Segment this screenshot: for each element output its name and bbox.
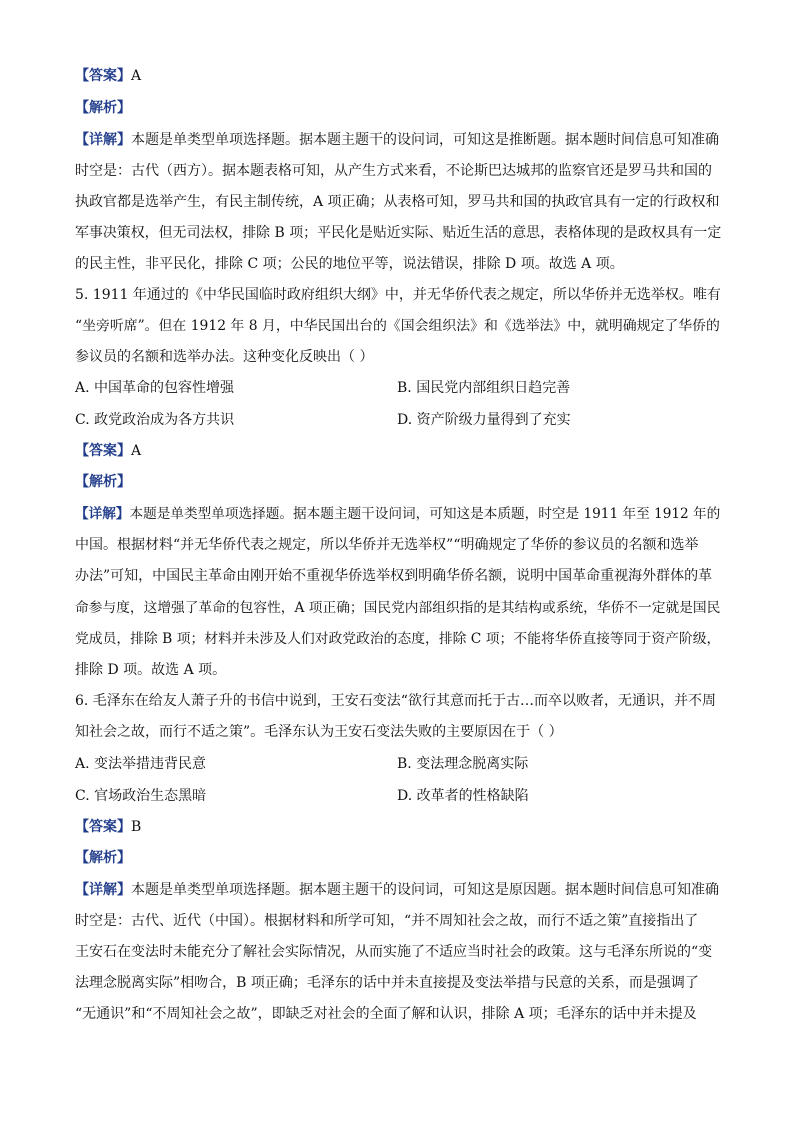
q5-answer-line bbox=[75, 441, 141, 463]
q5-detail-line: 中国。根据材料“并无华侨代表之规定，所以华侨并无选举权”“明确规定了华侨的参议员的名额和选举 bbox=[75, 537, 699, 553]
q5-detail-line: 办法”可知，中国民主革命由刚开始不重视华侨选举权到明确华侨名额，说明中国革命重视海外群体的革 bbox=[75, 568, 713, 584]
q5-detail-line: 排除 D 项。故选 A 项。 bbox=[75, 662, 227, 678]
q6-analysis-tag: 【解析】 bbox=[75, 850, 131, 866]
q6-stem-line: 知社会之故，而行不适之策”。毛泽东认为王安石变法失败的主要原因在于（ ） bbox=[75, 724, 563, 740]
q6-option-d: D. 改革者的性格缺陷 bbox=[397, 788, 529, 804]
q6-detail-line: 王安石在变法时未能充分了解社会实际情况，从而实施了不适应当时社会的政策。这与毛泽东所说的“变 bbox=[75, 944, 713, 960]
answer-value: A bbox=[131, 68, 142, 84]
q6-option-c: C. 官场政治生态黑暗 bbox=[75, 788, 207, 804]
q5-detail-line: 【详解】本题是单类型单项选择题。据本题主题干设问词，可知这是本质题，时空是 1911 年至 1912 年的 bbox=[75, 506, 721, 522]
answer-tag: 【答案】 bbox=[75, 819, 131, 835]
q5-stem-line: 参议员的名额和选举办法。这种变化反映出（ ） bbox=[75, 349, 374, 365]
q4-detail-line: 【详解】本题是单类型单项选择题。据本题主题干的设问词，可知这是推断题。据本题时间信息可知准确 bbox=[75, 132, 719, 148]
q6-detail-line: “无通识”和“不周知社会之故”，即缺乏对社会的全面了解和认识，排除 A 项；毛泽东的话中并未提及 bbox=[75, 1006, 697, 1022]
q5-option-c: C. 政党政治成为各方共识 bbox=[75, 412, 235, 428]
q5-analysis-tag: 【解析】 bbox=[75, 474, 131, 490]
q6-detail-line: 【详解】本题是单类型单项选择题。据本题主题干的设问词，可知这是原因题。据本题时间信息可知准确 bbox=[75, 882, 719, 898]
q4-detail-line: 时空是：古代（西方）。据本题表格可知，从产生方式来看，不论斯巴达城邦的监察官还是罗马共和国的 bbox=[75, 163, 712, 179]
detail-tag: 【详解】 bbox=[75, 506, 130, 522]
q6-option-b: B. 变法理念脱离实际 bbox=[397, 756, 529, 772]
detail-tag: 【详解】 bbox=[75, 882, 131, 898]
answer-value: A bbox=[131, 443, 142, 459]
q4-answer-line bbox=[75, 66, 141, 88]
q5-detail-line: 命参与度，这增强了革命的包容性，A 项正确；国民党内部组织指的是其结构或系统，华侨不一定就是国民 bbox=[75, 600, 721, 616]
answer-value: B bbox=[131, 819, 142, 835]
q5-option-d: D. 资产阶级力量得到了充实 bbox=[397, 412, 571, 428]
q6-detail-line: 法理念脱离实际”相吻合，B 项正确；毛泽东的话中并未直接提及变法举措与民意的关系，而是强调了 bbox=[75, 975, 699, 991]
q5-option-b: B. 国民党内部组织日趋完善 bbox=[397, 380, 571, 396]
answer-tag: 【答案】 bbox=[75, 68, 131, 84]
q6-stem-line: 6. 毛泽东在给友人萧子升的书信中说到，王安石变法“欲行其意而托于古…而卒以败者，无通识，并不周 bbox=[75, 693, 716, 709]
q4-detail-line: 军事决策权，但无司法权，排除 B 项；平民化是贴近实际、贴近生活的意思，表格体现的是政权具有一定 bbox=[75, 225, 722, 241]
answer-tag: 【答案】 bbox=[75, 443, 131, 459]
q5-stem-line: 5. 1911 年通过的《中华民国临时政府组织大纲》中，并无华侨代表之规定，所以华侨并无选举权。唯有 bbox=[75, 287, 721, 303]
q4-analysis-tag: 【解析】 bbox=[75, 100, 131, 116]
q4-detail-line: 执政官都是选举产生，有民主制传统，A 项正确；从表格可知，罗马共和国的执政官具有一定的行政权和 bbox=[75, 194, 720, 210]
q6-option-a: A. 变法举措违背民意 bbox=[75, 756, 207, 772]
q6-answer-line bbox=[75, 817, 141, 839]
q5-option-a: A. 中国革命的包容性增强 bbox=[75, 380, 235, 396]
detail-tag: 【详解】 bbox=[75, 132, 131, 148]
q6-detail-line: 时空是：古代、近代（中国）。根据材料和所学可知，“并不周知社会之故，而行不适之策”直接指出了 bbox=[75, 913, 699, 929]
q5-stem-line: “坐旁听席”。但在 1912 年 8 月，中华民国出台的《国会组织法》和《选举法》中，就明确规定了华侨的 bbox=[75, 318, 720, 334]
q5-detail-line: 党成员，排除 B 项；材料并未涉及人们对政党政治的态度，排除 C 项；不能将华侨直接等同于资产阶级， bbox=[75, 631, 721, 647]
q4-detail-line: 的民主性，非平民化，排除 C 项；公民的地位平等，说法错误，排除 D 项。故选 A 项。 bbox=[75, 256, 624, 272]
